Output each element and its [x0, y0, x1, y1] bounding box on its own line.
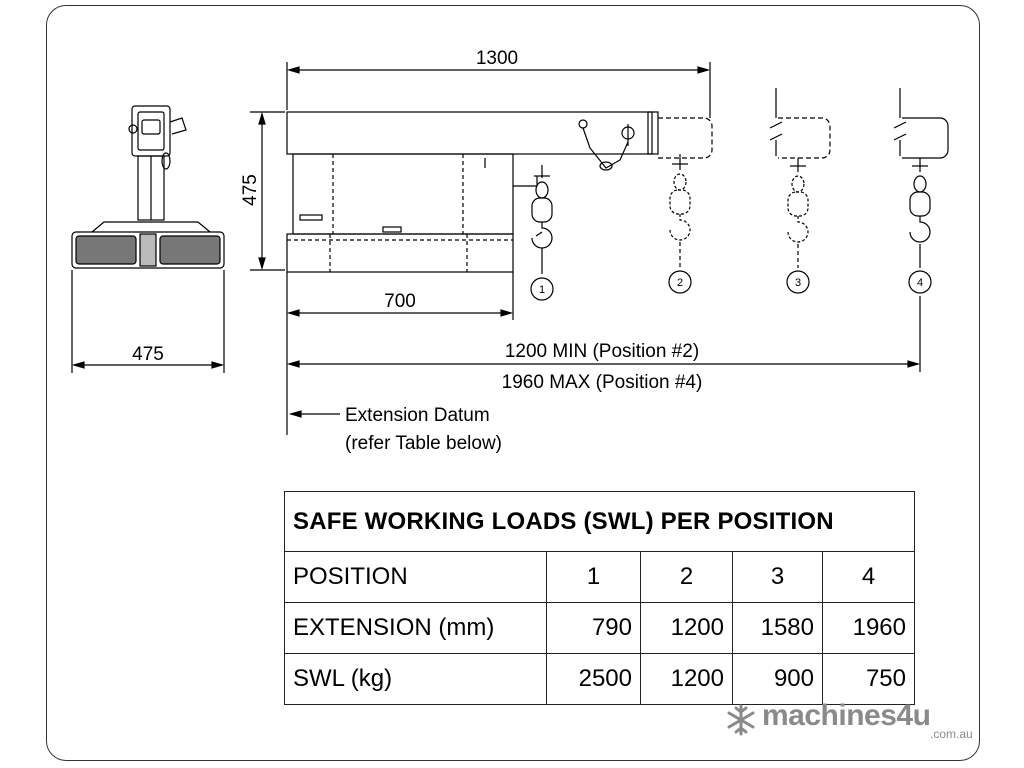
extension-cell: 1580	[733, 603, 823, 654]
top-length-label: 1300	[475, 48, 519, 69]
extension-cell: 1960	[823, 603, 915, 654]
swl-table-title: SAFE WORKING LOADS (SWL) PER POSITION	[285, 492, 915, 552]
swl-cell: 2500	[547, 654, 641, 705]
extension-datum-note	[291, 405, 502, 454]
height-label: 475	[240, 174, 261, 206]
position-cell: 3	[733, 552, 823, 603]
position-2-label: 2	[676, 277, 684, 289]
base-width-label: 475	[132, 344, 164, 365]
boom-elevation	[287, 112, 712, 272]
swl-table	[284, 491, 915, 705]
extension-max-label: 1960 MAX (Position #4)	[501, 372, 703, 393]
watermark-brand: machines4u	[762, 699, 931, 732]
datum-line2: (refer Table below)	[345, 433, 503, 454]
datum-line1: Extension Datum	[345, 405, 490, 426]
hook-position-3	[770, 88, 830, 293]
row-label-extension: EXTENSION (mm)	[285, 603, 547, 654]
extension-cell: 1200	[641, 603, 733, 654]
table-row	[285, 603, 915, 654]
extension-min-label: 1200 MIN (Position #2)	[504, 341, 700, 362]
base-length-label: 700	[384, 291, 416, 312]
snowflake-logo-icon	[724, 703, 758, 737]
hook-position-1	[531, 165, 553, 300]
row-label-swl: SWL (kg)	[285, 654, 547, 705]
hook-position-4	[894, 88, 948, 293]
watermark-domain: .com.au	[930, 727, 973, 741]
position-1-label: 1	[538, 284, 546, 296]
height-dimension	[240, 112, 285, 270]
base-width-dimension	[72, 270, 224, 373]
swl-cell: 900	[733, 654, 823, 705]
top-length-dimension	[287, 48, 710, 118]
swl-cell: 1200	[641, 654, 733, 705]
end-view-diagram	[72, 106, 224, 268]
hook-position-2	[669, 154, 691, 293]
row-label-position: POSITION	[285, 552, 547, 603]
swl-table-title-row	[285, 492, 915, 552]
extension-cell: 790	[547, 603, 641, 654]
position-4-label: 4	[916, 277, 924, 289]
swl-cell: 750	[823, 654, 915, 705]
table-row	[285, 552, 915, 603]
position-cell: 1	[547, 552, 641, 603]
table-row	[285, 654, 915, 705]
position-cell: 2	[641, 552, 733, 603]
position-3-label: 3	[794, 277, 802, 289]
position-cell: 4	[823, 552, 915, 603]
